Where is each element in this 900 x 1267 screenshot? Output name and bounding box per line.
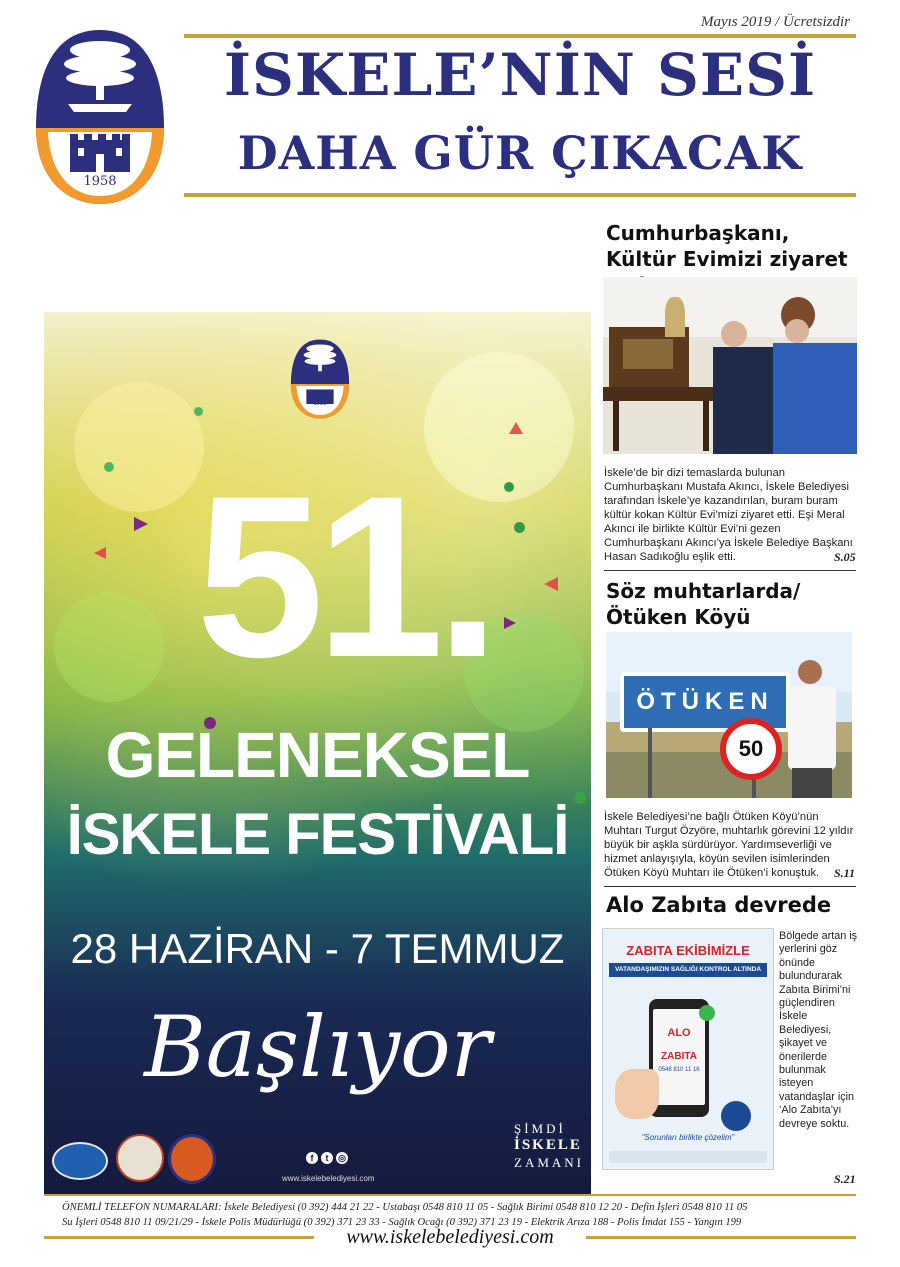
sponsor-logo-2 [116, 1134, 164, 1182]
masthead-bottom-rule [184, 193, 856, 197]
zabita-phone-label: ZABITA [661, 1051, 697, 1062]
poster-slogan [514, 1120, 584, 1171]
slogan-line2: İSKELE [514, 1137, 582, 1153]
festival-title-line1: GELENEKSEL [105, 719, 530, 791]
festival-poster [44, 312, 591, 1194]
slogan-line3: ZAMANI [514, 1155, 584, 1170]
sponsor-logo-1 [52, 1142, 108, 1180]
festival-script-text: Başlıyor [144, 998, 491, 1096]
zabita-poster-title: ZABITA EKİBİMİZLE [626, 943, 750, 958]
article3-title: Alo Zabıta devrede [606, 893, 832, 917]
issue-date: Mayıs 2019 / Ücretsizdir [700, 14, 850, 30]
poster-website: www.iskelebelediyesi.com [282, 1174, 375, 1183]
article1-body: İskele’de bir dizi temaslarda bulunan Cumhurbaşkanı Mustafa Akıncı, İskele Belediyesi tarafından İskele’ye kazandırılan, buram buram kültür kokan Kültür Evi’mizi ziyaret etti. Eşi Meral Akıncı ile birlikte Kültür Evi’ni gezen Cumhurbaşkanı Akıncı’ya İskele Belediye Başkanı Hasan Sadıkoğlu eşlik etti. [604, 467, 853, 563]
social-icons [306, 1148, 351, 1166]
article2-body: İskele Belediyesi’ne bağlı Ötüken Köyü’nün Muhtarı Turgut Özyöre, muhtarlık görevini 12 yıldır büyük bir aşkla sürdürüyor. Yardımseverliği ve hizmet anlayışıyla, köyün sevilen isimlerinden Ötüken Köyü Muhtarı ile Ötüken’i konuştuk. [604, 811, 854, 879]
speed-sign: 50 [720, 718, 782, 780]
footer-top-rule [44, 1194, 856, 1196]
phones-line1: ÖNEMLİ TELEFON NUMARALARI: İskele Belediyesi (0 392) 444 21 22 - Ustabaşı 0548 810 11 05 - Sağlık Birimi 0548 810 12 20 - Defin İşleri 0548 810 11 05 [62, 1202, 748, 1213]
divider-1 [604, 570, 856, 571]
article1-page: S.05 [834, 550, 856, 564]
logo-year: 1958 [83, 174, 117, 189]
twitter-icon: t [321, 1152, 333, 1164]
article1-photo [603, 277, 857, 454]
article1-title: Cumhurbaşkanı, Kültür Evimizi ziyaret [606, 221, 848, 271]
slogan-line1: ŞİMDİ [514, 1121, 566, 1136]
facebook-icon: f [306, 1152, 318, 1164]
poster-logo-year: 1958 [313, 401, 327, 407]
instagram-icon: ◎ [336, 1152, 348, 1164]
phones-line2: Su İşleri 0548 810 11 09/21/29 - İskele Polis Müdürlüğü (0 392) 371 23 33 - Sağlık Ocağı (0 392) 371 23 19 - Elektrik Arıza 188 - Polis İmdat 155 - Yangın 199 [62, 1217, 742, 1228]
article3-poster [602, 928, 774, 1170]
village-sign: ÖTÜKEN [620, 672, 790, 732]
zabita-poster-quote: "Sorunları birlikte çözelim" [641, 1133, 735, 1142]
festival-number: 51. [196, 448, 492, 705]
website-link[interactable]: www.iskelebelediyesi.com [346, 1226, 554, 1248]
poster-logo [290, 334, 350, 424]
article3-page: S.21 [834, 1172, 856, 1186]
article2-photo [606, 632, 852, 798]
festival-title-line2: İSKELE FESTİVALİ [66, 802, 569, 867]
municipality-logo [34, 28, 166, 206]
article2-title: Söz muhtarlarda/ Ötüken Köyü [606, 579, 801, 629]
main-headline-line2: DAHA GÜR ÇIKACAK [237, 126, 803, 180]
article3-body: Bölgede artan iş yerlerini göz önünde bulundurarak Zabıta Birimi’ni güçlendiren İskele Belediyesi, şikayet ve önerilerde bulunmak isteyen vatandaşlar için ‘Alo Zabıta’yı devreye soktu. [779, 930, 858, 1130]
whatsapp-icon [699, 1005, 715, 1021]
divider-2 [604, 886, 856, 887]
zabita-phone-number: 0548 810 11 16 [658, 1067, 700, 1073]
zabita-phone-alo: ALO [667, 1027, 691, 1039]
zabita-poster-sub: VATANDAŞIMIZIN SAĞLIĞI KONTROL ALTINDA [609, 963, 767, 977]
article2-page: S.11 [834, 866, 856, 880]
festival-dates: 28 HAZİRAN - 7 TEMMUZ [70, 925, 565, 972]
sponsor-logo-3 [168, 1134, 216, 1184]
masthead-top-rule [184, 34, 856, 38]
main-headline-line1: İSKELE’NİN SESİ [223, 41, 817, 109]
zabita-emblem [721, 1101, 751, 1131]
